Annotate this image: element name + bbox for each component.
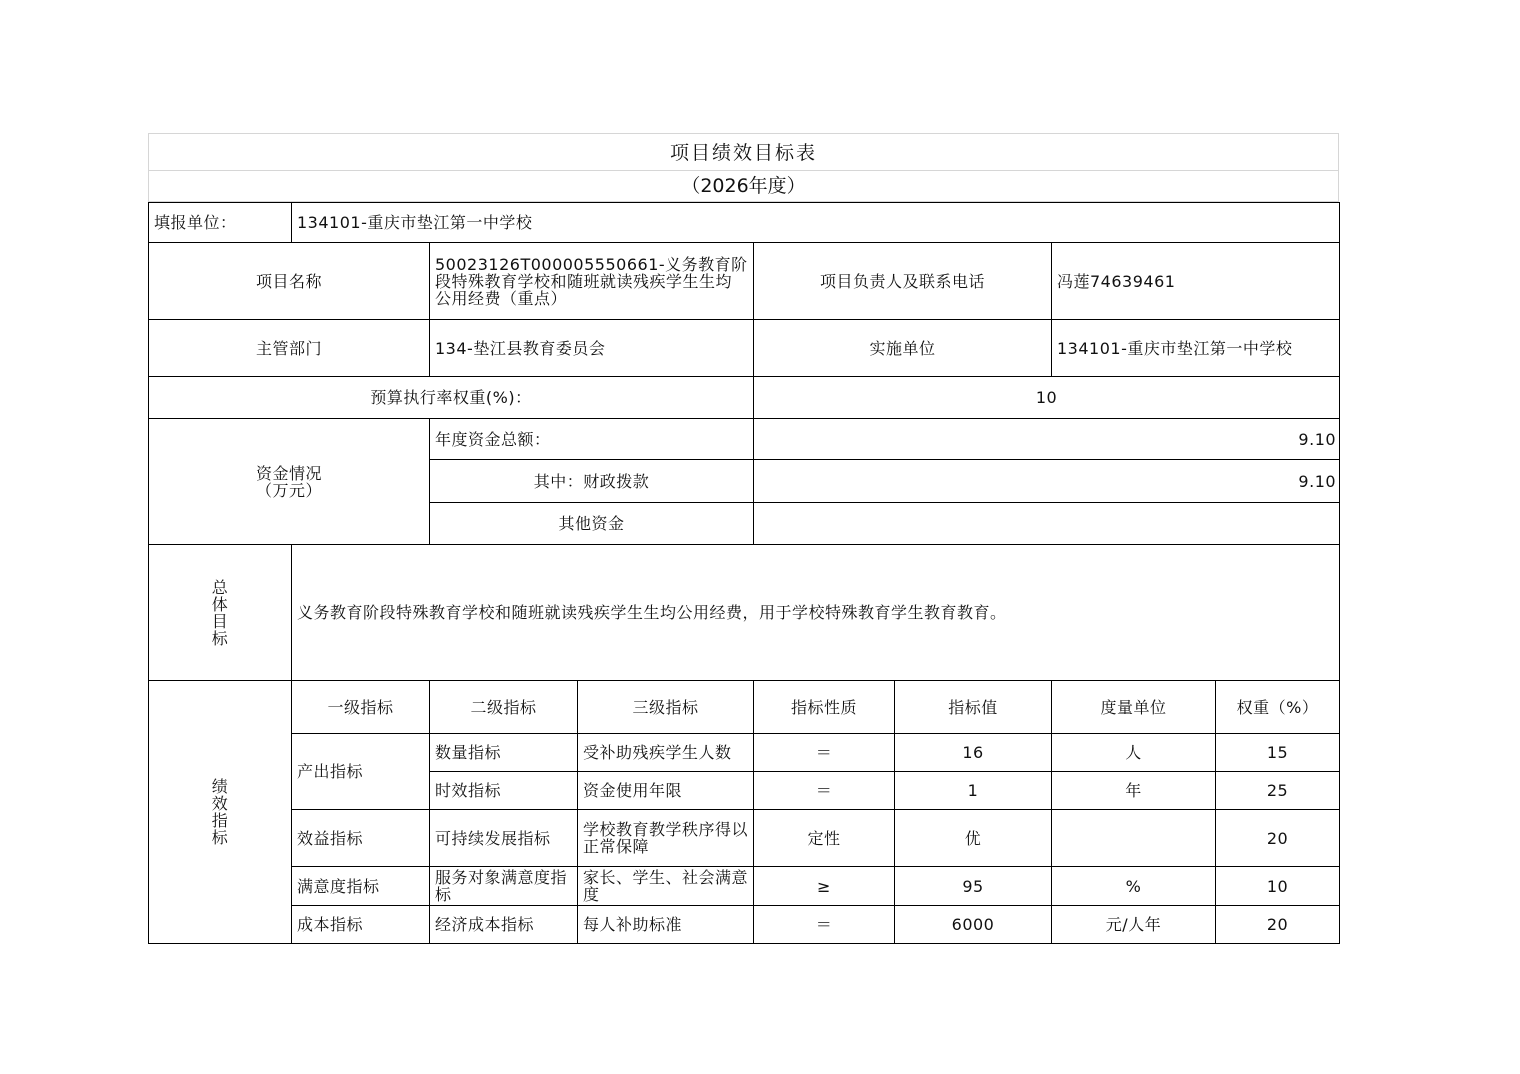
row-nature: ＝	[754, 772, 895, 810]
dept-label: 主管部门	[149, 320, 430, 377]
header-nature: 指标性质	[754, 681, 895, 734]
row-level2: 时效指标	[430, 772, 578, 810]
row-level3: 每人补助标准	[578, 906, 754, 944]
funds-label-line2: （万元）	[255, 480, 322, 500]
indicators-char: 绩	[211, 777, 229, 796]
overall-goal-char: 体	[211, 594, 229, 614]
row-weight: 20	[1216, 906, 1340, 944]
row-level3: 家长、学生、社会满意度	[578, 867, 754, 906]
row-weight: 25	[1216, 772, 1340, 810]
row-value: 1	[895, 772, 1052, 810]
sheet-year: （2026年度）	[148, 171, 1339, 202]
funds-total-value: 9.10	[754, 419, 1340, 460]
header-level2: 二级指标	[430, 681, 578, 734]
row-nature: 定性	[754, 810, 895, 867]
overall-goal-label	[149, 545, 292, 681]
row-level3: 学校教育教学秩序得以正常保障	[578, 810, 754, 867]
row-value: 优	[895, 810, 1052, 867]
table-row	[149, 906, 1340, 944]
row-weight: 10	[1216, 867, 1340, 906]
funds-other-value	[754, 503, 1340, 545]
header-weight: 权重（%）	[1216, 681, 1340, 734]
project-leader-value: 冯莲74639461	[1052, 243, 1340, 320]
row-level2: 可持续发展指标	[430, 810, 578, 867]
header-level1: 一级指标	[292, 681, 430, 734]
row-unit	[1052, 810, 1216, 867]
row-level1: 产出指标	[292, 734, 430, 810]
header-value: 指标值	[895, 681, 1052, 734]
reporting-unit-value: 134101-重庆市垫江第一中学校	[292, 203, 1340, 243]
table-row	[149, 734, 1340, 772]
header-level3: 三级指标	[578, 681, 754, 734]
row-level2: 服务对象满意度指标	[430, 867, 578, 906]
performance-target-sheet	[148, 133, 1339, 944]
row-unit: %	[1052, 867, 1216, 906]
row-unit: 年	[1052, 772, 1216, 810]
row-level3: 资金使用年限	[578, 772, 754, 810]
row-level1: 效益指标	[292, 810, 430, 867]
indicators-label	[149, 681, 292, 944]
overall-goal-char: 标	[211, 628, 229, 648]
impl-unit-label: 实施单位	[754, 320, 1052, 377]
dept-value: 134-垫江县教育委员会	[430, 320, 754, 377]
row-nature: ＝	[754, 906, 895, 944]
funds-label	[149, 419, 430, 545]
indicators-char: 指	[211, 811, 229, 830]
row-value: 6000	[895, 906, 1052, 944]
row-level2: 数量指标	[430, 734, 578, 772]
row-nature: ＝	[754, 734, 895, 772]
reporting-unit-label: 填报单位：	[149, 203, 292, 243]
budget-rate-label: 预算执行率权重(%)：	[149, 377, 754, 419]
project-leader-label: 项目负责人及联系电话	[754, 243, 1052, 320]
funds-total-label: 年度资金总额：	[430, 419, 754, 460]
table-row	[149, 867, 1340, 906]
budget-rate-value: 10	[754, 377, 1340, 419]
overall-goal-char: 总	[211, 577, 229, 597]
row-nature: ≥	[754, 867, 895, 906]
row-unit: 元/人年	[1052, 906, 1216, 944]
funds-other-label: 其他资金	[430, 503, 754, 545]
row-weight: 15	[1216, 734, 1340, 772]
row-value: 16	[895, 734, 1052, 772]
row-level3: 受补助残疾学生人数	[578, 734, 754, 772]
row-unit: 人	[1052, 734, 1216, 772]
indicators-char: 效	[211, 794, 229, 813]
row-level1: 满意度指标	[292, 867, 430, 906]
indicators-char: 标	[211, 828, 229, 847]
project-name-label: 项目名称	[149, 243, 430, 320]
table-row	[149, 810, 1340, 867]
impl-unit-value: 134101-重庆市垫江第一中学校	[1052, 320, 1340, 377]
row-weight: 20	[1216, 810, 1340, 867]
funds-fiscal-label: 其中：财政拨款	[430, 460, 754, 503]
performance-table	[148, 202, 1340, 944]
row-level2: 经济成本指标	[430, 906, 578, 944]
overall-goal-text: 义务教育阶段特殊教育学校和随班就读残疾学生生均公用经费，用于学校特殊教育学生教育教育。	[292, 545, 1340, 681]
funds-fiscal-value: 9.10	[754, 460, 1340, 503]
funds-label-line1: 资金情况	[255, 463, 322, 483]
sheet-title: 项目绩效目标表	[148, 133, 1339, 171]
row-level1: 成本指标	[292, 906, 430, 944]
header-unit: 度量单位	[1052, 681, 1216, 734]
overall-goal-char: 目	[211, 611, 229, 631]
row-value: 95	[895, 867, 1052, 906]
project-name-value: 50023126T000005550661-义务教育阶段特殊教育学校和随班就读残疾学生生均公用经费（重点）	[430, 243, 754, 320]
